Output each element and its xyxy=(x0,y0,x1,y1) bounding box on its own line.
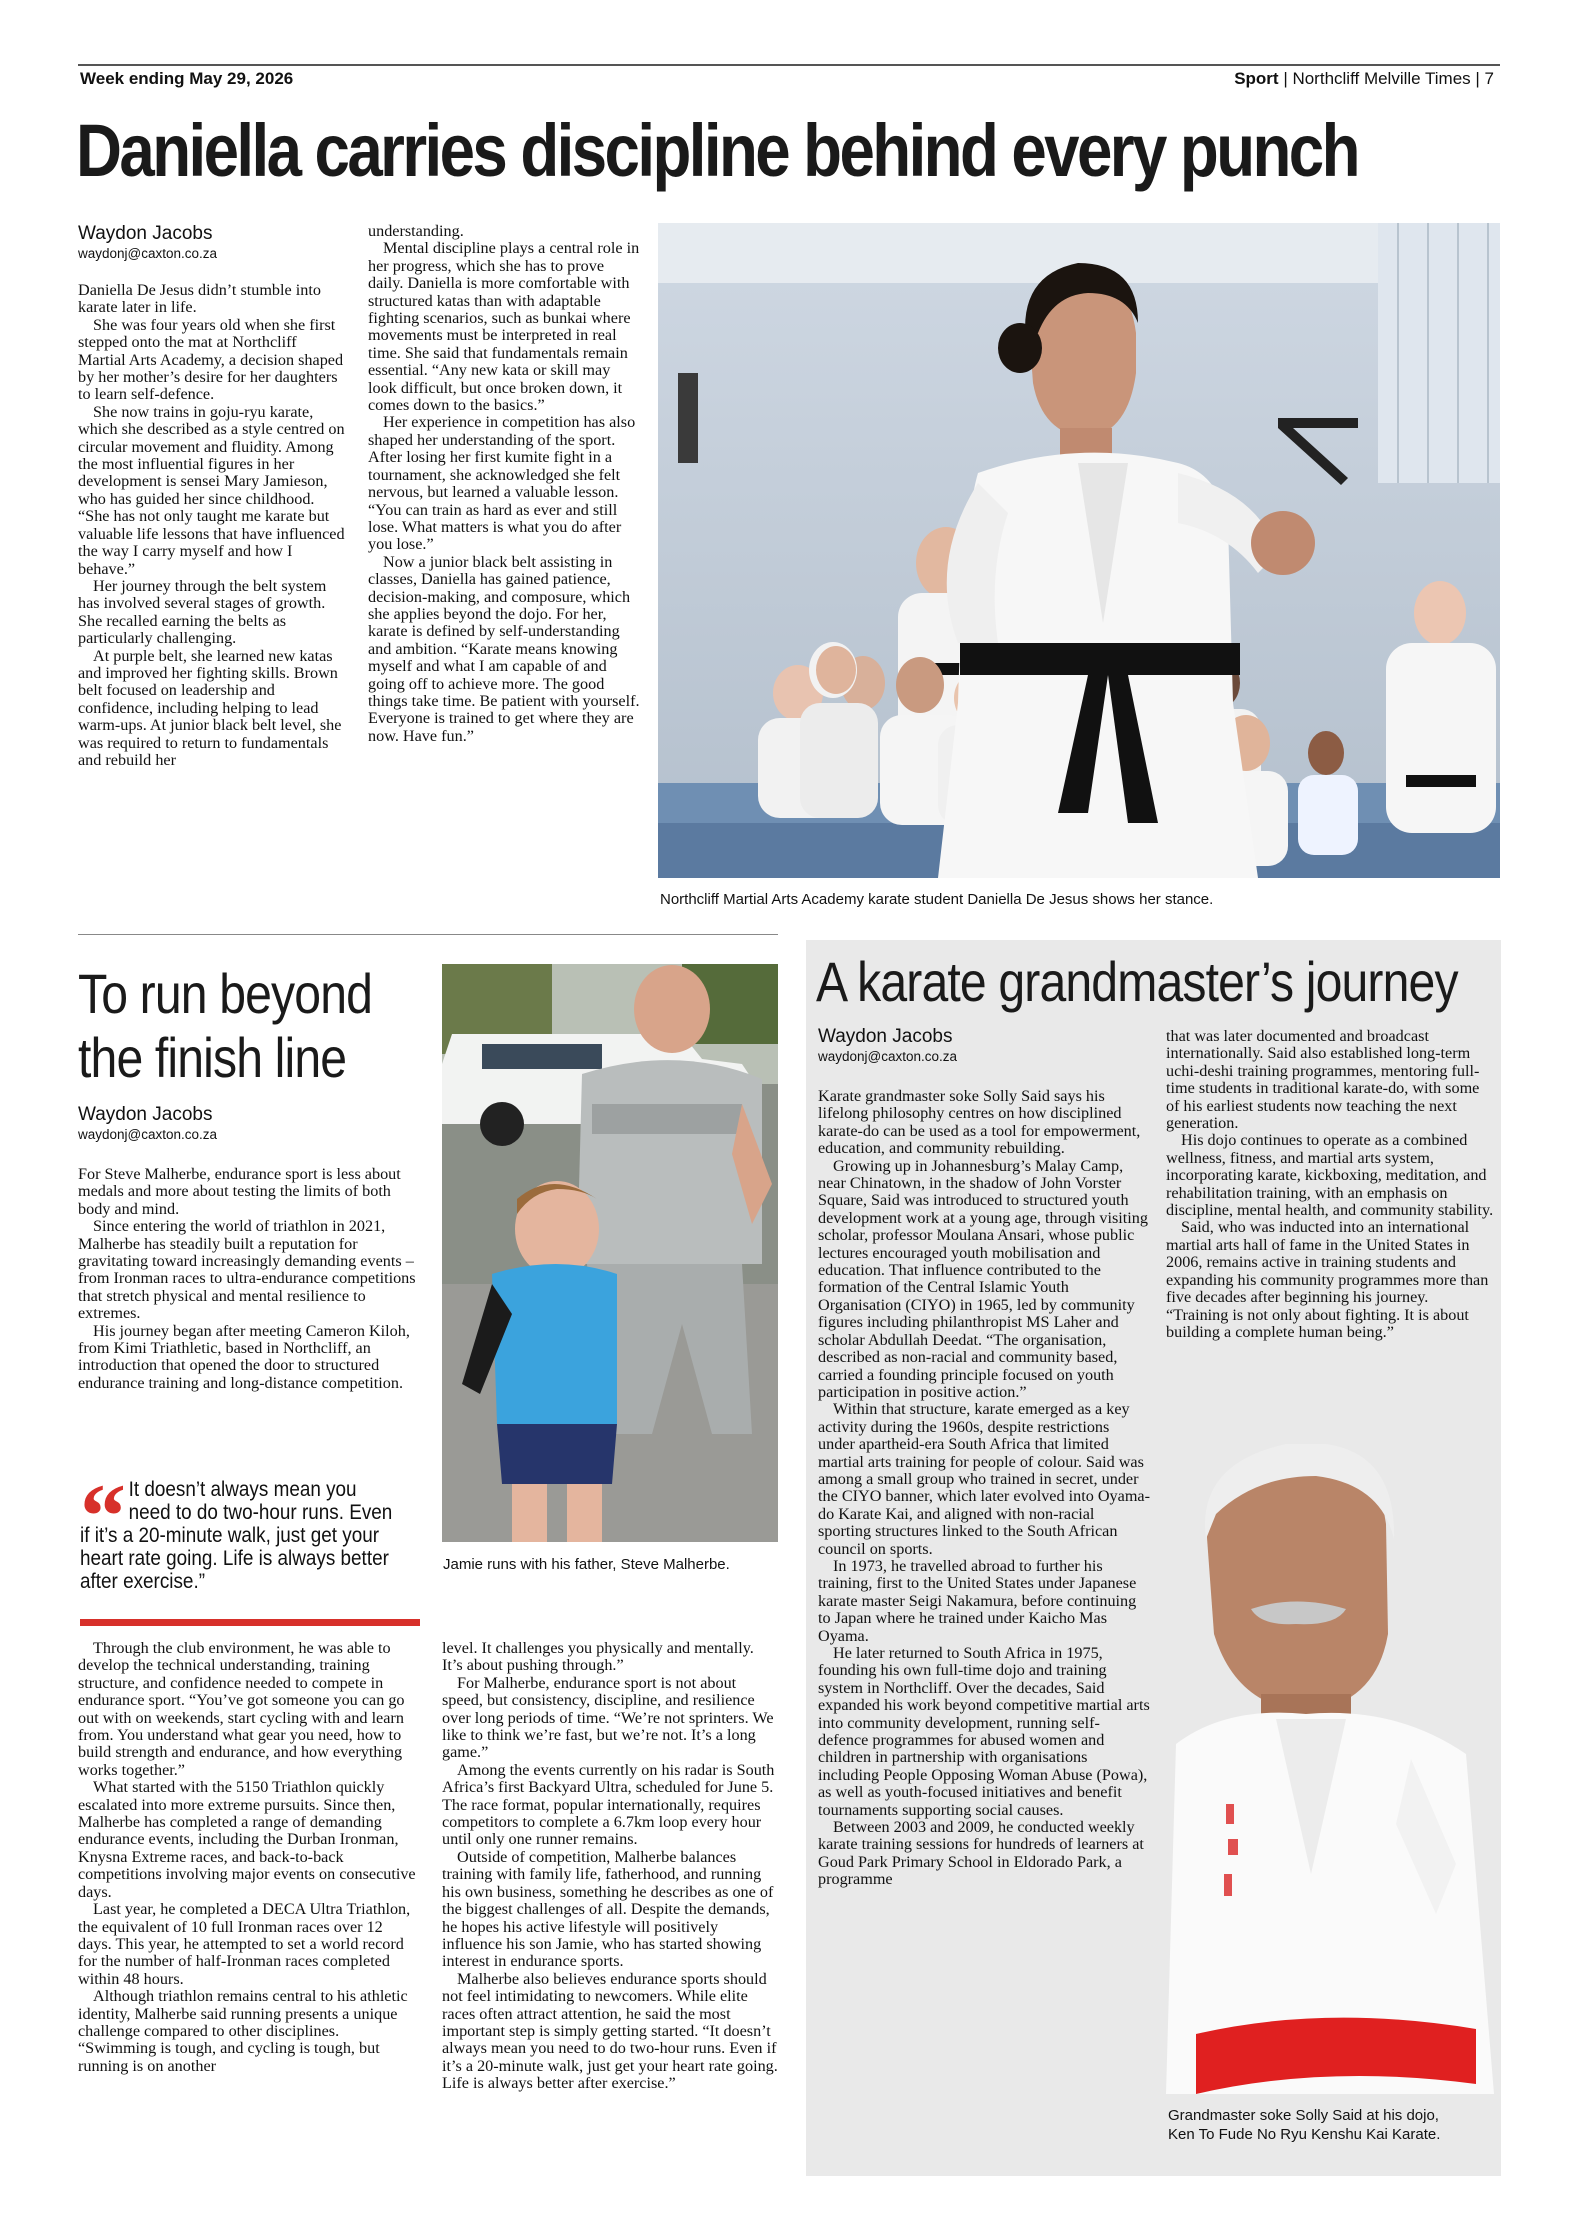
publication-name: | Northcliff Melville Times | 7 xyxy=(1283,69,1494,88)
article3-col2 xyxy=(1166,1028,1494,1341)
paragraph: Now a junior black belt assisting in classes, Daniella has gained patience, decision-making, and composure, which she applies beyond the dojo. For her, karate is defined by self-understanding and ambition. “Karate means knowing myself and what I am capable of and going off to achieve more. The good things take time. Be patient with yourself. Everyone is trained to get where they are now. Have fun.” xyxy=(368,552,640,745)
paragraph: Said, who was inducted into an international martial arts hall of fame in the United States in 2006, remains active in training students and expanding his community programmes more than five decades after beginning his journey. “Training is not only about fighting. It is about building a complete human being.” xyxy=(1166,1218,1489,1341)
article1-photo-caption: Northcliff Martial Arts Academy karate student Daniella De Jesus shows her stance. xyxy=(660,891,1214,908)
pull-quote-line: need to do two-hour runs. Even xyxy=(128,1501,393,1524)
paragraph: At purple belt, she learned new katas and improved her fighting skills. Brown belt focused on leadership and confidence, including helping to lead warm-ups. At junior black belt level, she was required to return to fundamentals and rebuild her xyxy=(78,646,342,769)
paragraph: Between 2003 and 2009, he conducted weekly karate training sessions for hundreds of learners at Goud Park Primary School in Eldorado Park, a programme xyxy=(818,1818,1144,1889)
paragraph: She now trains in goju-ryu karate, which she described as a style centred on circular movement and fluidity. Among the most influential figures in her development is sensei Mary Jamieson, who has guided her since childhood. “She has not only taught me karate but valuable life lessons that have influenced the way I carry myself and how I behave.” xyxy=(78,402,345,578)
article1-email[interactable]: waydonj@caxton.co.za xyxy=(78,246,218,261)
karate-student-photo xyxy=(658,223,1500,878)
paragraph: Since entering the world of triathlon in 2021, Malherbe has steadily built a reputation for gravitating toward increasingly demanding events – from Ironman races to ultra-endurance competitions that stretch physical and mental resilience to extremes. xyxy=(78,1217,416,1323)
paragraph: Her experience in competition has also shaped her understanding of the sport. After losing her first kumite fight in a tournament, she acknowledged she felt nervous, but learned a valuable lesson. “You can train as hard as ever and still lose. What matters is what you do after you lose.” xyxy=(368,413,636,554)
article2-col1 xyxy=(78,1640,418,2075)
paragraph: For Steve Malherbe, endurance sport is less about medals and more about testing the limits of both body and mind. xyxy=(78,1165,401,1218)
paragraph: Within that structure, karate emerged as a key activity during the 1960s, despite restrictions under apartheid-era South Africa that limited martial arts training for people of colour. Said was among a small group who trained in secret, under the CIYO banner, which later evolved into Oyama-do Karate Kai, and aligned with non-racial sporting structures linked to the South African council on sports. xyxy=(818,1400,1150,1558)
article2-byline xyxy=(78,1104,418,1143)
paragraph: Although triathlon remains central to his athletic identity, Malherbe said running presents a unique challenge compared to other disciplines. “Swimming is tough, and cycling is tough, but running is on another xyxy=(78,1987,408,2075)
article2-col2 xyxy=(442,1640,778,2093)
article3-headline: A karate grandmaster’s journey xyxy=(816,950,1458,1013)
paragraph: Mental discipline plays a central role in her progress, which she has to prove daily. Daniella is more comfortable with structured katas than with adaptable fighting scenarios, such as bunkai where movements must be interpreted in real time. She said that fundamentals remain essential. “Any new kata or skill may look difficult, but once broken down, it comes down to the basics.” xyxy=(368,239,640,415)
caption-line: Ken To Fude No Ryu Kenshu Kai Karate. xyxy=(1168,2126,1441,2143)
paragraph: Her journey through the belt system has involved several stages of growth. She recalled earning the belts as particularly challenging. xyxy=(78,576,327,648)
article3-byline xyxy=(818,1026,1148,1065)
article2-email[interactable]: waydonj@caxton.co.za xyxy=(78,1127,218,1142)
paragraph: understanding. xyxy=(368,222,464,240)
pull-quote-line: It doesn’t always mean you xyxy=(128,1478,357,1501)
article1-headline: Daniella carries discipline behind every punch xyxy=(76,109,1358,192)
article2-headline-line1: To run beyond xyxy=(78,962,373,1025)
quote-mark-icon: “ xyxy=(80,1465,126,1567)
section-divider xyxy=(78,934,778,935)
article3-photo-caption xyxy=(1168,2106,1494,2144)
runner-illustration xyxy=(442,964,778,1542)
paragraph: Through the club environment, he was able to develop the technical understanding, training structure, and confidence needed to compete in endurance sport. “You’ve got someone you can go out with on weekends, start cycling with and learn from. You understand what gear you need, how to build strength and endurance, and how everything works together.” xyxy=(78,1639,405,1779)
section-name: Sport xyxy=(1234,69,1279,88)
grandmaster-illustration xyxy=(1166,1444,1494,2094)
paragraph: In 1973, he travelled abroad to further his training, first to the United States under Japanese karate master Seigi Nakamura, before continuing to Japan where he trained under Kaicho Mas Oyama. xyxy=(818,1556,1137,1645)
paragraph: Karate grandmaster soke Solly Said says his lifelong philosophy centres on how disciplined karate-do can be used as a tool for empowerment, education, and community rebuilding. xyxy=(818,1087,1141,1158)
article2-intro xyxy=(78,1166,418,1392)
paragraph: For Malherbe, endurance sport is not about speed, but consistency, discipline, and resilience over long periods of time. “We’re not sprinters. We like to think we’re fast, but we’re not. It’s a long game.” xyxy=(442,1673,774,1762)
article1-col1 xyxy=(78,282,348,769)
paragraph: Last year, he completed a DECA Ultra Triathlon, the equivalent of 10 full Ironman races over 12 days. This year, he attempted to set a world record for the number of half-Ironman races completed within 48 hours. xyxy=(78,1900,411,1988)
article1-author: Waydon Jacobs xyxy=(78,223,213,244)
runner-photo xyxy=(442,964,778,1542)
paragraph: He later returned to South Africa in 1975, founding his own full-time dojo and training system in Northcliff. Over the decades, Said expanded his work beyond competitive martial arts into community development, running self-defence programmes for abused women and children in partnership with organisations including People Opposing Woman Abuse (Powa), as well as youth-focused initiatives and benefit tournaments supporting social causes. xyxy=(818,1644,1150,1819)
paragraph: Growing up in Johannesburg’s Malay Camp, near Chinatown, in the shadow of John Vorster Square, Said was introduced to structured youth development work at a young age, through visiting scholar, professor Moulana Ansari, whose public lectures encouraged youth mobilisation and education. That influence contributed to the formation of the Central Islamic Youth Organisation (CIYO) in 1965, led by community figures including philanthropist MS Laher and scholar Abdullah Deedat. “The organisation, described as non-racial and community based, carried a founding principle focused on youth participation in positive action.” xyxy=(818,1156,1148,1401)
article3-author: Waydon Jacobs xyxy=(818,1026,953,1047)
paragraph: What started with the 5150 Triathlon quickly escalated into more extreme pursuits. Since then, Malherbe has completed a range of demanding endurance events, including the Durban Ironman, Knysna Extreme races, and back-to-back competitions involving major events on consecutive days. xyxy=(78,1778,416,1901)
article1-byline xyxy=(78,223,348,262)
paragraph: Malherbe also believes endurance sports should not feel intimidating to newcomers. While elite races often attract attention, he said the most important step is simply getting started. “It doesn’t always mean you need to do two-hour runs. Even if it’s a 20-minute walk, just get your heart rate going. Life is always better after exercise.” xyxy=(442,1969,778,2093)
paragraph: that was later documented and broadcast internationally. Said also established long-term uchi-deshi training programmes, mentoring full-time students in traditional karate-do, with some of his earliest students now teaching the next generation. xyxy=(1166,1027,1480,1133)
article1-col2 xyxy=(368,223,640,745)
paragraph: His journey began after meeting Cameron Kiloh, from Kimi Triathletic, based in Northcliff, an introduction that opened the door to structured endurance training and long-distance competition. xyxy=(78,1321,410,1392)
caption-line: Grandmaster soke Solly Said at his dojo, xyxy=(1168,2107,1439,2124)
article2-author: Waydon Jacobs xyxy=(78,1104,213,1125)
pull-quote-line: if it’s a 20-minute walk, just get your heart rate going. Life is always better after exercise.” xyxy=(80,1524,389,1593)
paragraph: Among the events currently on his radar is South Africa’s first Backyard Ultra, scheduled for June 5. The race format, popular internationally, requires competitors to complete a 6.7km loop every hour until only one runner remains. xyxy=(442,1760,775,1849)
paragraph: Daniella De Jesus didn’t stumble into karate later in life. xyxy=(78,281,321,317)
pull-quote-text xyxy=(80,1478,420,1593)
article3-col1 xyxy=(818,1088,1150,1889)
grandmaster-photo xyxy=(1166,1444,1494,2094)
paragraph: His dojo continues to operate as a combined wellness, fitness, and martial arts system, incorporating karate, kickboxing, meditation, and rehabilitation training, with an emphasis on discipline, mental health, and community stability. xyxy=(1166,1131,1494,1220)
paragraph: She was four years old when she first stepped onto the mat at Northcliff Martial Arts Academy, a decision shaped by her mother’s desire for her daughters to learn self-defence. xyxy=(78,315,344,404)
paragraph: Outside of competition, Malherbe balances training with family life, fatherhood, and running his own business, something he describes as one of the biggest challenges of all. Despite the demands, he hopes his active lifestyle will positively influence his son Jamie, who has started showing interest in endurance sports. xyxy=(442,1847,774,1971)
header-rule xyxy=(78,64,1500,66)
karate-student-illustration xyxy=(658,223,1500,878)
issue-date: Week ending May 29, 2026 xyxy=(80,69,294,88)
paragraph: level. It challenges you physically and mentally. It’s about pushing through.” xyxy=(442,1639,754,1675)
pull-quote xyxy=(80,1465,420,1593)
article2-headline-line2: the finish line xyxy=(78,1026,347,1089)
page-folio xyxy=(1234,69,1494,89)
article2-photo-caption: Jamie runs with his father, Steve Malherbe. xyxy=(443,1556,730,1573)
pull-quote-rule xyxy=(80,1619,420,1626)
article3-email[interactable]: waydonj@caxton.co.za xyxy=(818,1049,958,1064)
